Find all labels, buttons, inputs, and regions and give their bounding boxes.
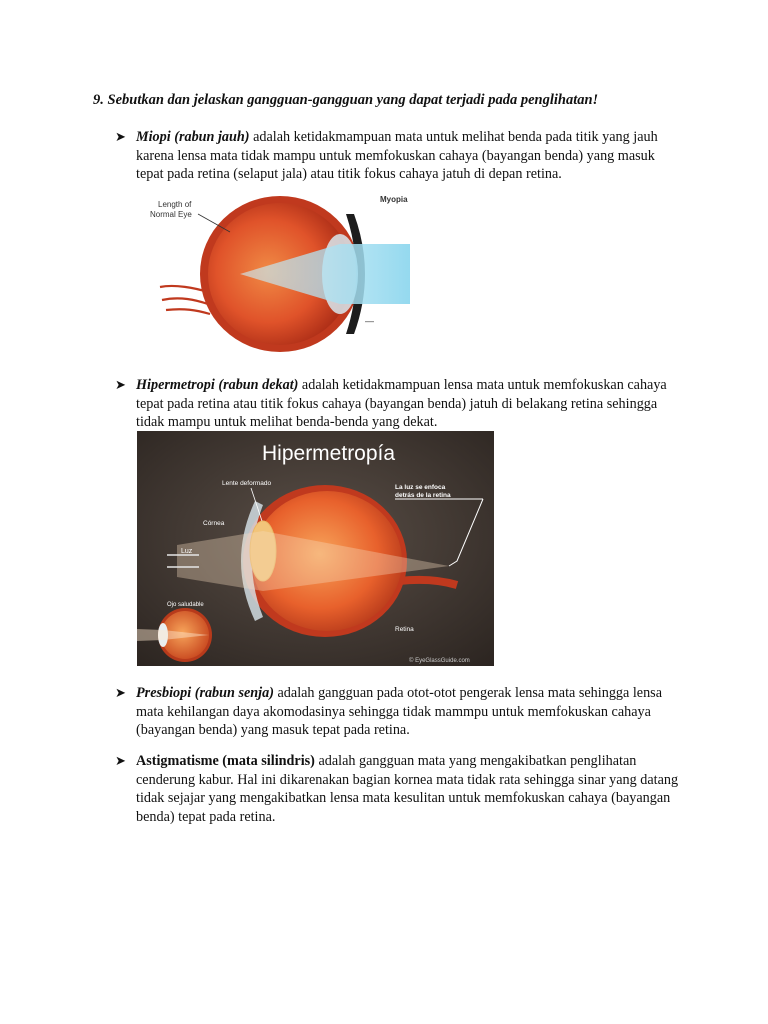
label-luz: Luz (181, 548, 193, 555)
item-text (136, 376, 681, 432)
label-cornea: Córnea (203, 520, 225, 527)
list-item-presbiopi (115, 684, 675, 744)
item-term: Astigmatisme (mata silindris) (136, 753, 315, 769)
label-enfoca-2: detrás de la retina (395, 492, 451, 499)
label-lente: Lente deformado (222, 480, 272, 487)
item-term: Presbiopi (rabun senja) (136, 685, 274, 701)
myopia-eye-figure (140, 192, 410, 362)
item-description: adalah ketidakmampuan mata untuk melihat benda pada titik yang jauh karena lensa mata tidak mampu untuk memfokuskan cahaya (bayangan benda) yang masuk tepat pada retina (selaput jala) atau titik fokus cahaya jatuh di depan retina. (136, 129, 658, 182)
item-term: Miopi (rabun jauh) (136, 129, 250, 145)
item-text (136, 752, 681, 826)
item-term: Hipermetropi (rabun dekat) (136, 377, 299, 393)
label-retina: Retina (395, 626, 414, 633)
label-length: Length of (158, 200, 192, 209)
hypermetropia-figure (137, 431, 494, 666)
list-item-miopi (115, 128, 675, 188)
list-item-hipermetropi (115, 376, 675, 436)
arrow-bullet-icon: ➤ (115, 130, 126, 145)
figure-title: Hipermetropía (262, 442, 396, 465)
figure-credit: © EyeGlassGuide.com (409, 658, 470, 664)
label-enfoca-1: La luz se enfoca (395, 484, 446, 491)
arrow-bullet-icon: ➤ (115, 378, 126, 393)
arrow-bullet-icon: ➤ (115, 754, 126, 769)
item-description: adalah gangguan mata yang mengakibatkan penglihatan cenderung kabur. Hal ini dikarenakan bagian kornea mata tidak rata sehingga sinar yang datang tidak sejajar yang mengakibatkan lensa mata kesulitan untuk memfokuskan cahaya (bayangan benda) tepat pada retina. (136, 753, 679, 825)
question-heading: 9. Sebutkan dan jelaskan gangguan-gangguan yang dapat terjadi pada penglihatan! (93, 92, 599, 108)
list-item-astigmatisme (115, 752, 679, 832)
item-text (136, 128, 681, 184)
label-myopia: Myopia (380, 195, 408, 204)
label-ojo-saludable: Ojo saludable (167, 602, 204, 608)
item-text (136, 684, 681, 740)
label-dash: — (365, 316, 374, 326)
item-description: adalah gangguan pada otot-otot pengerak lensa mata sehingga lensa mata kehilangan daya akomodasinya sehingga tidak mammpu untuk memfokuskan cahaya (bayangan benda) yang masuk tepat pada retina. (136, 685, 662, 738)
label-normal-eye: Normal Eye (150, 210, 192, 219)
arrow-bullet-icon: ➤ (115, 686, 126, 701)
item-description: adalah ketidakmampuan lensa mata untuk memfokuskan cahaya tepat pada retina atau titik fokus cahaya (bayangan benda) jatuh di belakang retina sehingga tidak mampu untuk melihat benda-benda yang dekat. (136, 377, 667, 430)
